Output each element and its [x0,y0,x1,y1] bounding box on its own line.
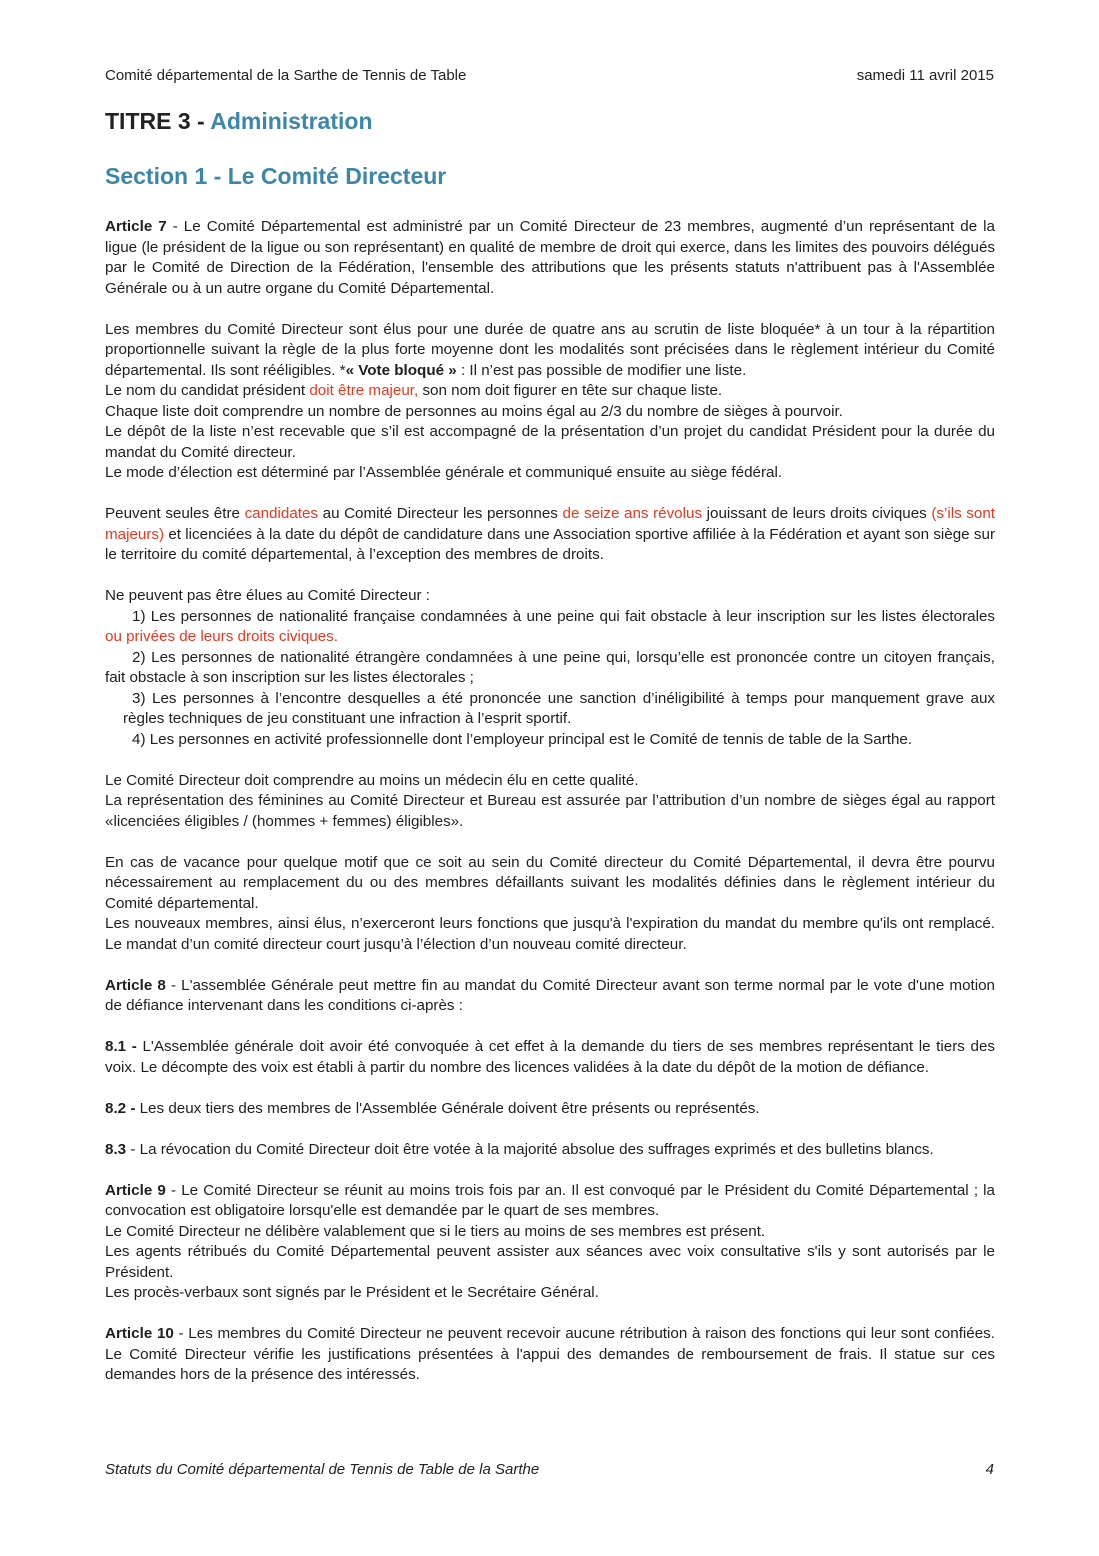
article-7-election-text: Les membres du Comité Directeur sont élus pour une durée de quatre ans au scrutin de liste bloquée* à un tour à la répartition proportionnelle suivant la règle de la plus forte moyenne dont les modalités sont précisées dans le règlement intérieur du Comité départemental. Ils sont rééligibles. * [105,320,995,379]
ineligibility-intro: Ne peuvent pas être élues au Comité Directeur : [105,587,431,604]
ineligibility-item-4-text: 4) Les personnes en activité professionnelle dont l’employeur principal est le Comité de tennis de table de la Sarthe. [132,730,913,748]
article-10-label: Article 10 [105,1325,174,1342]
article-9-agents-paragraph: Les agents rétribués du Comité Départemental peuvent assister aux séances avec voix consultative s'ils y sont autorisés par le Président. [105,1243,995,1281]
article-7-label: Article 7 [105,218,167,235]
civic-rights-highlight: ou privées de leurs droits civiques. [105,628,338,645]
ineligibility-item-2 [105,648,995,689]
ineligibility-item-4 [105,730,995,751]
article-7-election-mode-paragraph: Le mode d’élection est déterminé par l’Assemblée générale et communiqué ensuite au siège fédéral. [105,464,783,481]
feminine-representation-paragraph: La représentation des féminines au Comité Directeur et Bureau est assurée par l’attribution d’un nombre de sièges égal au rapport «licenciées éligibles / (hommes + femmes) éligibles». [105,792,995,830]
page-header [105,66,994,86]
article-7-election-paragraph [105,320,995,382]
article-8-2-paragraph [105,1099,995,1120]
eligibility-text-3: jouissant de leurs droits civiques [702,505,932,522]
article-8-3-paragraph [105,1140,995,1161]
footer-document-title: Statuts du Comité départemental de Tennis de Table de la Sarthe [105,1461,540,1478]
article-8-2-label: 8.2 - [105,1099,136,1117]
section-heading: Section 1 - Le Comité Directeur [105,163,447,189]
doctor-paragraph: Le Comité Directeur doit comprendre au moins un médecin élu en cette qualité. [105,771,639,789]
new-members-paragraph: Les nouveaux membres, ainsi élus, n’exerceront leurs fonctions que jusqu'à l'expiration du mandat du membre qu'ils ont remplacé. Le mandat d’un comité directeur court jusqu’à l’élection d’un nouveau comité directeur. [105,915,995,953]
article-7-eligibility-paragraph [105,504,995,566]
article-8-1-text: L'Assemblée générale doit avoir été convoquée à cet effet à la demande du tiers de ses membres représentant le tiers des voix. Le décompte des voix est établi à partir du nombre des licences validées à la date du dépôt de la motion de défiance. [105,1038,996,1076]
majeurs-highlight: (s’ils sont majeurs) [105,505,996,543]
article-8-label: Article 8 [105,976,166,994]
article-8-3-label: 8.3 [105,1140,127,1158]
article-9-text: - Le Comité Directeur se réunit au moins trois fois par an. Il est convoqué par le Président du Comité Départemental ; la convocation est obligatoire lorsqu'elle est demandée par le quart de ses membres. [105,1181,996,1219]
article-7-president-paragraph [105,381,995,402]
ineligibility-item-1 [105,607,995,648]
article-10-text: - Les membres du Comité Directeur ne peuvent recevoir aucune rétribution à raison des fonctions qui leur sont confiées. Le Comité Directeur vérifie les justifications présentées à l'appui des demandes de remboursement de frais. Il statue sur ces demandes hors de la présence des intéressés. [105,1325,995,1383]
article-7-list-size-paragraph: Chaque liste doit comprendre un nombre de personnes au moins égal au 2/3 du nombre de sièges à pourvoir. [105,402,843,420]
president-text-end: son nom doit figurer en tête sur chaque liste. [418,382,723,399]
article-9-quorum-paragraph: Le Comité Directeur ne délibère valablement que si le tiers au moins de ses membres est présent. [105,1222,766,1240]
title-heading [105,106,373,136]
article-9-paragraph [105,1181,995,1222]
eligibility-text-2: au Comité Directeur les personnes [318,505,563,522]
article-9-label: Article 9 [105,1181,166,1199]
vote-bloque-definition: : Il n’est pas possible de modifier une liste. [456,361,747,379]
header-organization: Comité départemental de la Sarthe de Tennis de Table [105,67,467,84]
page-number: 4 [985,1461,994,1478]
article-8-1-label: 8.1 - [105,1038,137,1055]
article-8-paragraph [105,976,995,1017]
ineligibility-item-3 [105,689,995,730]
article-7-list-deposit-paragraph: Le dépôt de la liste n’est recevable que s’il est accompagné de la présentation d’un projet du candidat Président pour la durée du mandat du Comité directeur. [105,423,995,461]
document-body [105,217,995,1386]
article-10-paragraph [105,1324,995,1386]
article-8-3-text: - La révocation du Comité Directeur doit être votée à la majorité absolue des suffrages exprimés et des bulletins blancs. [126,1140,934,1158]
ineligibility-item-3-text: 3) Les personnes à l’encontre desquelles a été prononcée une sanction d’inéligibilité à temps pour manquement grave aux règles techniques de jeu constituant une infraction à l’esprit sportif. [123,689,995,727]
article-8-1-paragraph [105,1037,995,1078]
title-prefix: TITRE 3 - [105,108,211,134]
candidates-highlight: candidates [244,505,319,522]
article-7-text: - Le Comité Départemental est administré par un Comité Directeur de 23 membres, augmenté d’un représentant de la ligue (le président de la ligue ou son représentant) en qualité de membre de droit qui exerce, dans les limites des pouvoirs délégués par le Comité de Direction de la Fédération, l'ensemble des attributions que les présents statuts n'attribuent pas à l'Assemblée Générale ou à un autre organe du Comité Départemental. [105,218,995,297]
header-date: samedi 11 avril 2015 [856,67,994,84]
ineligibility-item-2-text: 2) Les personnes de nationalité étrangère condamnées à une peine qui, lorsqu’elle est prononcée contre un citoyen français, fait obstacle à son inscription sur les listes électorales ; [105,648,995,686]
eligibility-text-4: et licenciées à la date du dépôt de candidature dans une Association sportive affiliée à la Fédération et ayant son siège sur le territoire du comité départemental, à l’exception des membres de droits. [105,525,995,563]
article-8-2-text: Les deux tiers des membres de l'Assemblée Générale doivent être présents ou représentés. [135,1099,760,1117]
president-majeur-highlight: doit être majeur, [309,382,419,399]
article-7-paragraph [105,217,995,299]
vote-bloque-term: « Vote bloqué » [345,361,457,379]
article-8-text: - L'assemblée Générale peut mettre fin au mandat du Comité Directeur avant son terme normal par le vote d'une motion de défiance intervenant dans les conditions ci-après : [105,976,996,1014]
age-highlight: de seize ans révolus [562,505,703,522]
page-footer [105,1460,994,1480]
article-9-minutes-paragraph: Les procès-verbaux sont signés par le Président et le Secrétaire Général. [105,1284,599,1301]
title-accent: Administration [210,108,373,134]
eligibility-text-1: Peuvent seules être [105,505,245,522]
ineligibility-item-1-text: 1) Les personnes de nationalité française condamnées à une peine qui fait obstacle à leur inscription sur les listes électorales [132,607,995,625]
vacancy-paragraph: En cas de vacance pour quelque motif que ce soit au sein du Comité directeur du Comité Départemental, il devra être pourvu nécessairement au remplacement du ou des membres défaillants suivant les modalités définies dans le règlement intérieur du Comité départemental. [105,853,995,912]
president-text-start: Le nom du candidat président [105,382,310,399]
